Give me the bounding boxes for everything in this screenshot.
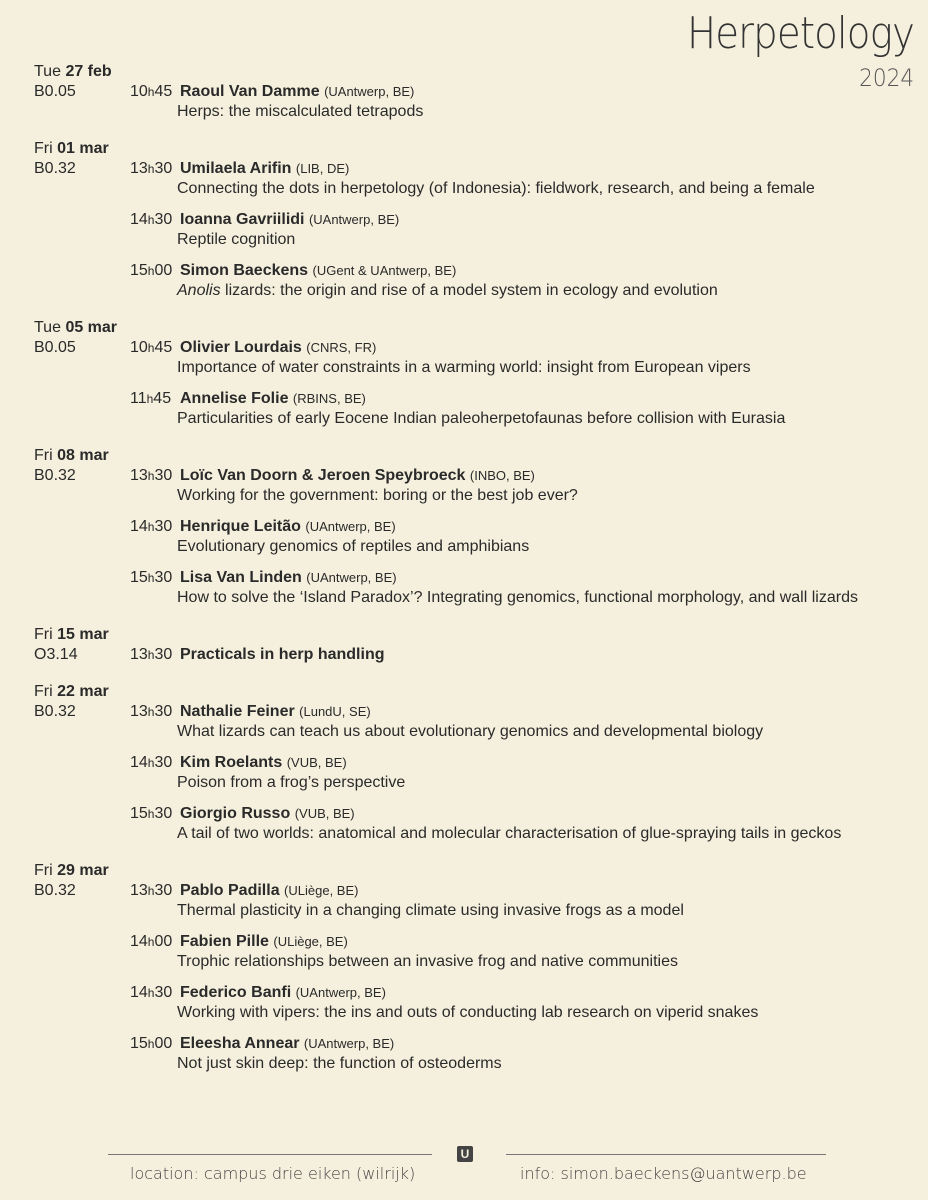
time-minute: 00 xyxy=(154,1035,173,1052)
time-minute: 45 xyxy=(153,390,172,407)
time-hour: 11 xyxy=(130,390,147,407)
day-of-week: Fri xyxy=(34,626,53,643)
talk-time xyxy=(130,466,180,486)
talk-title xyxy=(177,102,924,122)
talk-item xyxy=(130,983,924,1023)
time-hour: 14 xyxy=(130,984,148,1001)
talk-title-text: A tail of two worlds: anatomical and molecular characterisation of glue-spraying tails in geckos xyxy=(177,825,842,842)
speaker-name: Nathalie Feiner xyxy=(180,703,295,720)
talk-title xyxy=(177,358,924,378)
talk-title-text: Evolutionary genomics of reptiles and amphibians xyxy=(177,538,530,555)
talk-title-text: How to solve the ‘Island Paradox’? Integrating genomics, functional morphology, and wall lizards xyxy=(177,589,858,606)
day-block xyxy=(34,682,924,844)
talk-title-text: Herps: the miscalculated tetrapods xyxy=(177,103,424,120)
time-minute: 00 xyxy=(154,262,173,279)
talk-header xyxy=(130,466,924,486)
time-separator: h xyxy=(147,341,155,355)
talk-title-text: Particularities of early Eocene Indian paleoherpetofaunas before collision with Eurasia xyxy=(177,410,786,427)
talk-title-text: Poison from a frog’s perspective xyxy=(177,774,406,791)
talk-title xyxy=(177,773,924,793)
talk-time xyxy=(130,159,180,179)
time-hour: 14 xyxy=(130,933,148,950)
speaker-affiliation: (INBO, BE) xyxy=(469,468,535,483)
talk-header xyxy=(130,983,924,1003)
talk-title xyxy=(177,824,924,844)
time-separator: h xyxy=(147,213,155,227)
time-hour: 15 xyxy=(130,805,148,822)
day-date: 05 mar xyxy=(65,319,118,336)
talk-header xyxy=(130,881,924,901)
day-of-week: Tue xyxy=(34,63,61,80)
speaker-affiliation: (UAntwerp, BE) xyxy=(324,84,415,99)
talk-item xyxy=(130,753,924,793)
day-body xyxy=(34,82,924,122)
talk-title xyxy=(177,409,924,429)
footer-divider-right xyxy=(506,1154,826,1155)
talk-header xyxy=(130,210,924,230)
time-separator: h xyxy=(147,648,155,662)
day-date: 01 mar xyxy=(57,140,109,157)
talk-header xyxy=(130,261,924,281)
talk-title xyxy=(177,281,924,301)
time-separator: h xyxy=(147,986,155,1000)
talk-title-text: Working for the government: boring or the best job ever? xyxy=(177,487,578,504)
time-hour: 13 xyxy=(130,467,148,484)
time-separator: h xyxy=(147,756,155,770)
day-of-week: Fri xyxy=(34,140,53,157)
day-body xyxy=(34,645,924,665)
talk-title-text: Thermal plasticity in a changing climate using invasive frogs as a model xyxy=(177,902,684,919)
talk-item xyxy=(130,389,924,429)
day-body xyxy=(34,702,924,844)
talk-header xyxy=(130,159,924,179)
talk-item xyxy=(130,159,924,199)
time-hour: 14 xyxy=(130,211,148,228)
page-title: Herpetology xyxy=(686,8,914,59)
day-date: 27 feb xyxy=(65,63,112,80)
time-minute: 30 xyxy=(154,211,173,228)
time-minute: 30 xyxy=(154,984,173,1001)
time-hour: 14 xyxy=(130,754,148,771)
day-date: 08 mar xyxy=(57,447,109,464)
talk-time xyxy=(130,753,180,773)
speaker-name: Umilaela Arifin xyxy=(180,160,292,177)
talk-item xyxy=(130,1034,924,1074)
time-minute: 30 xyxy=(154,703,173,720)
talk-header xyxy=(130,1034,924,1054)
day-of-week: Fri xyxy=(34,862,53,879)
time-hour: 13 xyxy=(130,882,148,899)
time-hour: 13 xyxy=(130,160,148,177)
speaker-affiliation: (ULiège, BE) xyxy=(284,883,359,898)
speaker-name: Pablo Padilla xyxy=(180,882,280,899)
talk-list xyxy=(130,645,924,665)
room-label: B0.05 xyxy=(34,83,76,100)
talk-title xyxy=(177,537,924,557)
speaker-affiliation: (UAntwerp, BE) xyxy=(305,519,396,534)
day-date: 29 mar xyxy=(57,862,109,879)
room-label: B0.32 xyxy=(34,467,76,484)
talk-list xyxy=(130,338,924,429)
time-minute: 30 xyxy=(154,805,173,822)
talk-item xyxy=(130,466,924,506)
talk-time xyxy=(130,568,180,588)
talk-header xyxy=(130,645,924,665)
time-minute: 30 xyxy=(154,467,173,484)
talk-list xyxy=(130,466,924,608)
speaker-name: Loïc Van Doorn & Jeroen Speybroeck xyxy=(180,467,466,484)
time-separator: h xyxy=(147,162,155,176)
talk-title-text: Connecting the dots in herpetology (of Indonesia): fieldwork, research, and being a female xyxy=(177,180,815,197)
time-hour: 15 xyxy=(130,1035,148,1052)
talk-time xyxy=(130,82,180,102)
footer-divider-left xyxy=(108,1154,432,1155)
speaker-affiliation: (VUB, BE) xyxy=(294,806,355,821)
footer-info: info: simon.baeckens@uantwerp.be xyxy=(520,1164,807,1183)
talk-list xyxy=(130,881,924,1074)
speaker-name: Federico Banfi xyxy=(180,984,292,1001)
speaker-affiliation: (LIB, DE) xyxy=(295,161,350,176)
day-body xyxy=(34,159,924,301)
day-of-week: Fri xyxy=(34,447,53,464)
time-minute: 30 xyxy=(154,518,173,535)
talk-title-text: lizards: the origin and rise of a model system in ecology and evolution xyxy=(220,282,718,299)
talk-item xyxy=(130,210,924,250)
time-minute: 30 xyxy=(154,646,173,663)
time-minute: 00 xyxy=(154,933,173,950)
talk-title-text: Working with vipers: the ins and outs of conducting lab research on viperid snakes xyxy=(177,1004,759,1021)
day-body xyxy=(34,881,924,1074)
talk-item xyxy=(130,568,924,608)
time-minute: 30 xyxy=(154,160,173,177)
talk-title-text: Not just skin deep: the function of osteoderms xyxy=(177,1055,502,1072)
talk-header xyxy=(130,753,924,773)
speaker-name: Olivier Lourdais xyxy=(180,339,302,356)
day-date: 15 mar xyxy=(57,626,109,643)
speaker-name: Practicals in herp handling xyxy=(180,646,385,663)
talk-item xyxy=(130,881,924,921)
talk-time xyxy=(130,932,180,952)
talk-time xyxy=(130,702,180,722)
time-hour: 13 xyxy=(130,646,148,663)
speaker-name: Ioanna Gavriilidi xyxy=(180,211,305,228)
time-minute: 45 xyxy=(154,83,173,100)
talk-item xyxy=(130,702,924,742)
talk-time xyxy=(130,210,180,230)
talk-header xyxy=(130,517,924,537)
day-block xyxy=(34,625,924,665)
speaker-affiliation: (VUB, BE) xyxy=(286,755,347,770)
time-separator: h xyxy=(147,935,155,949)
talk-item xyxy=(130,932,924,972)
time-separator: h xyxy=(147,1037,155,1051)
time-hour: 13 xyxy=(130,703,148,720)
talk-title xyxy=(177,1003,924,1023)
speaker-affiliation: (ULiège, BE) xyxy=(273,934,348,949)
speaker-affiliation: (RBINS, BE) xyxy=(292,391,366,406)
room-label: B0.32 xyxy=(34,882,76,899)
speaker-name: Henrique Leitão xyxy=(180,518,301,535)
speaker-affiliation: (UAntwerp, BE) xyxy=(303,1036,395,1051)
talk-title-italic: Anolis xyxy=(177,282,221,299)
day-heading xyxy=(34,62,924,82)
page-year: 2024 xyxy=(859,64,914,92)
time-hour: 10 xyxy=(130,339,148,356)
day-heading xyxy=(34,446,924,466)
talk-header xyxy=(130,389,924,409)
room-label: B0.05 xyxy=(34,339,76,356)
time-separator: h xyxy=(147,807,155,821)
time-hour: 10 xyxy=(130,83,148,100)
day-heading xyxy=(34,682,924,702)
talk-time xyxy=(130,804,180,824)
day-block xyxy=(34,318,924,429)
day-of-week: Fri xyxy=(34,683,53,700)
talk-time xyxy=(130,881,180,901)
talk-header xyxy=(130,702,924,722)
talk-header xyxy=(130,338,924,358)
talk-list xyxy=(130,159,924,301)
speaker-affiliation: (UGent & UAntwerp, BE) xyxy=(312,263,457,278)
talk-time xyxy=(130,389,180,409)
day-block xyxy=(34,139,924,301)
time-minute: 30 xyxy=(154,882,173,899)
talk-title xyxy=(177,588,924,608)
talk-header xyxy=(130,568,924,588)
day-heading xyxy=(34,139,924,159)
room-label: O3.14 xyxy=(34,646,78,663)
talk-title xyxy=(177,722,924,742)
room-label: B0.32 xyxy=(34,160,76,177)
speaker-name: Simon Baeckens xyxy=(180,262,309,279)
talk-item xyxy=(130,338,924,378)
speaker-name: Annelise Folie xyxy=(180,390,289,407)
talk-time xyxy=(130,983,180,1003)
speaker-name: Raoul Van Damme xyxy=(180,83,320,100)
speaker-name: Kim Roelants xyxy=(180,754,283,771)
time-separator: h xyxy=(147,884,155,898)
time-minute: 30 xyxy=(154,569,173,586)
talk-item xyxy=(130,645,924,665)
day-body xyxy=(34,466,924,608)
talk-title xyxy=(177,230,924,250)
speaker-affiliation: (LundU, SE) xyxy=(299,704,371,719)
day-of-week: Tue xyxy=(34,319,61,336)
time-separator: h xyxy=(146,392,154,406)
talk-time xyxy=(130,338,180,358)
talk-list xyxy=(130,82,924,122)
uantwerp-logo-icon: U xyxy=(457,1146,473,1162)
talk-time xyxy=(130,645,180,665)
talk-header xyxy=(130,82,924,102)
room-label: B0.32 xyxy=(34,703,76,720)
time-separator: h xyxy=(147,705,155,719)
talk-title xyxy=(177,901,924,921)
time-minute: 45 xyxy=(154,339,173,356)
talk-item xyxy=(130,804,924,844)
talk-title xyxy=(177,1054,924,1074)
day-block xyxy=(34,62,924,122)
talk-item xyxy=(130,261,924,301)
time-separator: h xyxy=(147,469,155,483)
time-minute: 30 xyxy=(154,754,173,771)
day-heading xyxy=(34,318,924,338)
footer-location: location: campus drie eiken (wilrijk) xyxy=(130,1164,416,1183)
time-separator: h xyxy=(147,520,155,534)
speaker-affiliation: (UAntwerp, BE) xyxy=(295,985,386,1000)
time-hour: 15 xyxy=(130,569,148,586)
talk-time xyxy=(130,517,180,537)
day-heading xyxy=(34,625,924,645)
talk-list xyxy=(130,702,924,844)
speaker-affiliation: (CNRS, FR) xyxy=(306,340,377,355)
time-hour: 14 xyxy=(130,518,148,535)
day-heading xyxy=(34,861,924,881)
talk-title-text: Trophic relationships between an invasive frog and native communities xyxy=(177,953,679,970)
talk-item xyxy=(130,517,924,557)
speaker-name: Fabien Pille xyxy=(180,933,269,950)
speaker-name: Eleesha Annear xyxy=(180,1035,300,1052)
talk-header xyxy=(130,804,924,824)
talk-title xyxy=(177,179,924,199)
speaker-affiliation: (UAntwerp, BE) xyxy=(306,570,397,585)
day-block xyxy=(34,861,924,1074)
speaker-name: Lisa Van Linden xyxy=(180,569,302,586)
time-separator: h xyxy=(147,571,155,585)
talk-header xyxy=(130,932,924,952)
time-separator: h xyxy=(147,264,155,278)
day-date: 22 mar xyxy=(57,683,109,700)
talk-title xyxy=(177,486,924,506)
talk-title-text: Importance of water constraints in a warming world: insight from European vipers xyxy=(177,359,751,376)
time-hour: 15 xyxy=(130,262,148,279)
talk-title-text: Reptile cognition xyxy=(177,231,296,248)
talk-time xyxy=(130,1034,180,1054)
day-body xyxy=(34,338,924,429)
speaker-name: Giorgio Russo xyxy=(180,805,291,822)
talk-title xyxy=(177,952,924,972)
speaker-affiliation: (UAntwerp, BE) xyxy=(308,212,400,227)
time-separator: h xyxy=(147,85,155,99)
schedule xyxy=(34,62,924,1091)
talk-item xyxy=(130,82,924,122)
talk-title-text: What lizards can teach us about evolutionary genomics and developmental biology xyxy=(177,723,764,740)
talk-time xyxy=(130,261,180,281)
day-block xyxy=(34,446,924,608)
